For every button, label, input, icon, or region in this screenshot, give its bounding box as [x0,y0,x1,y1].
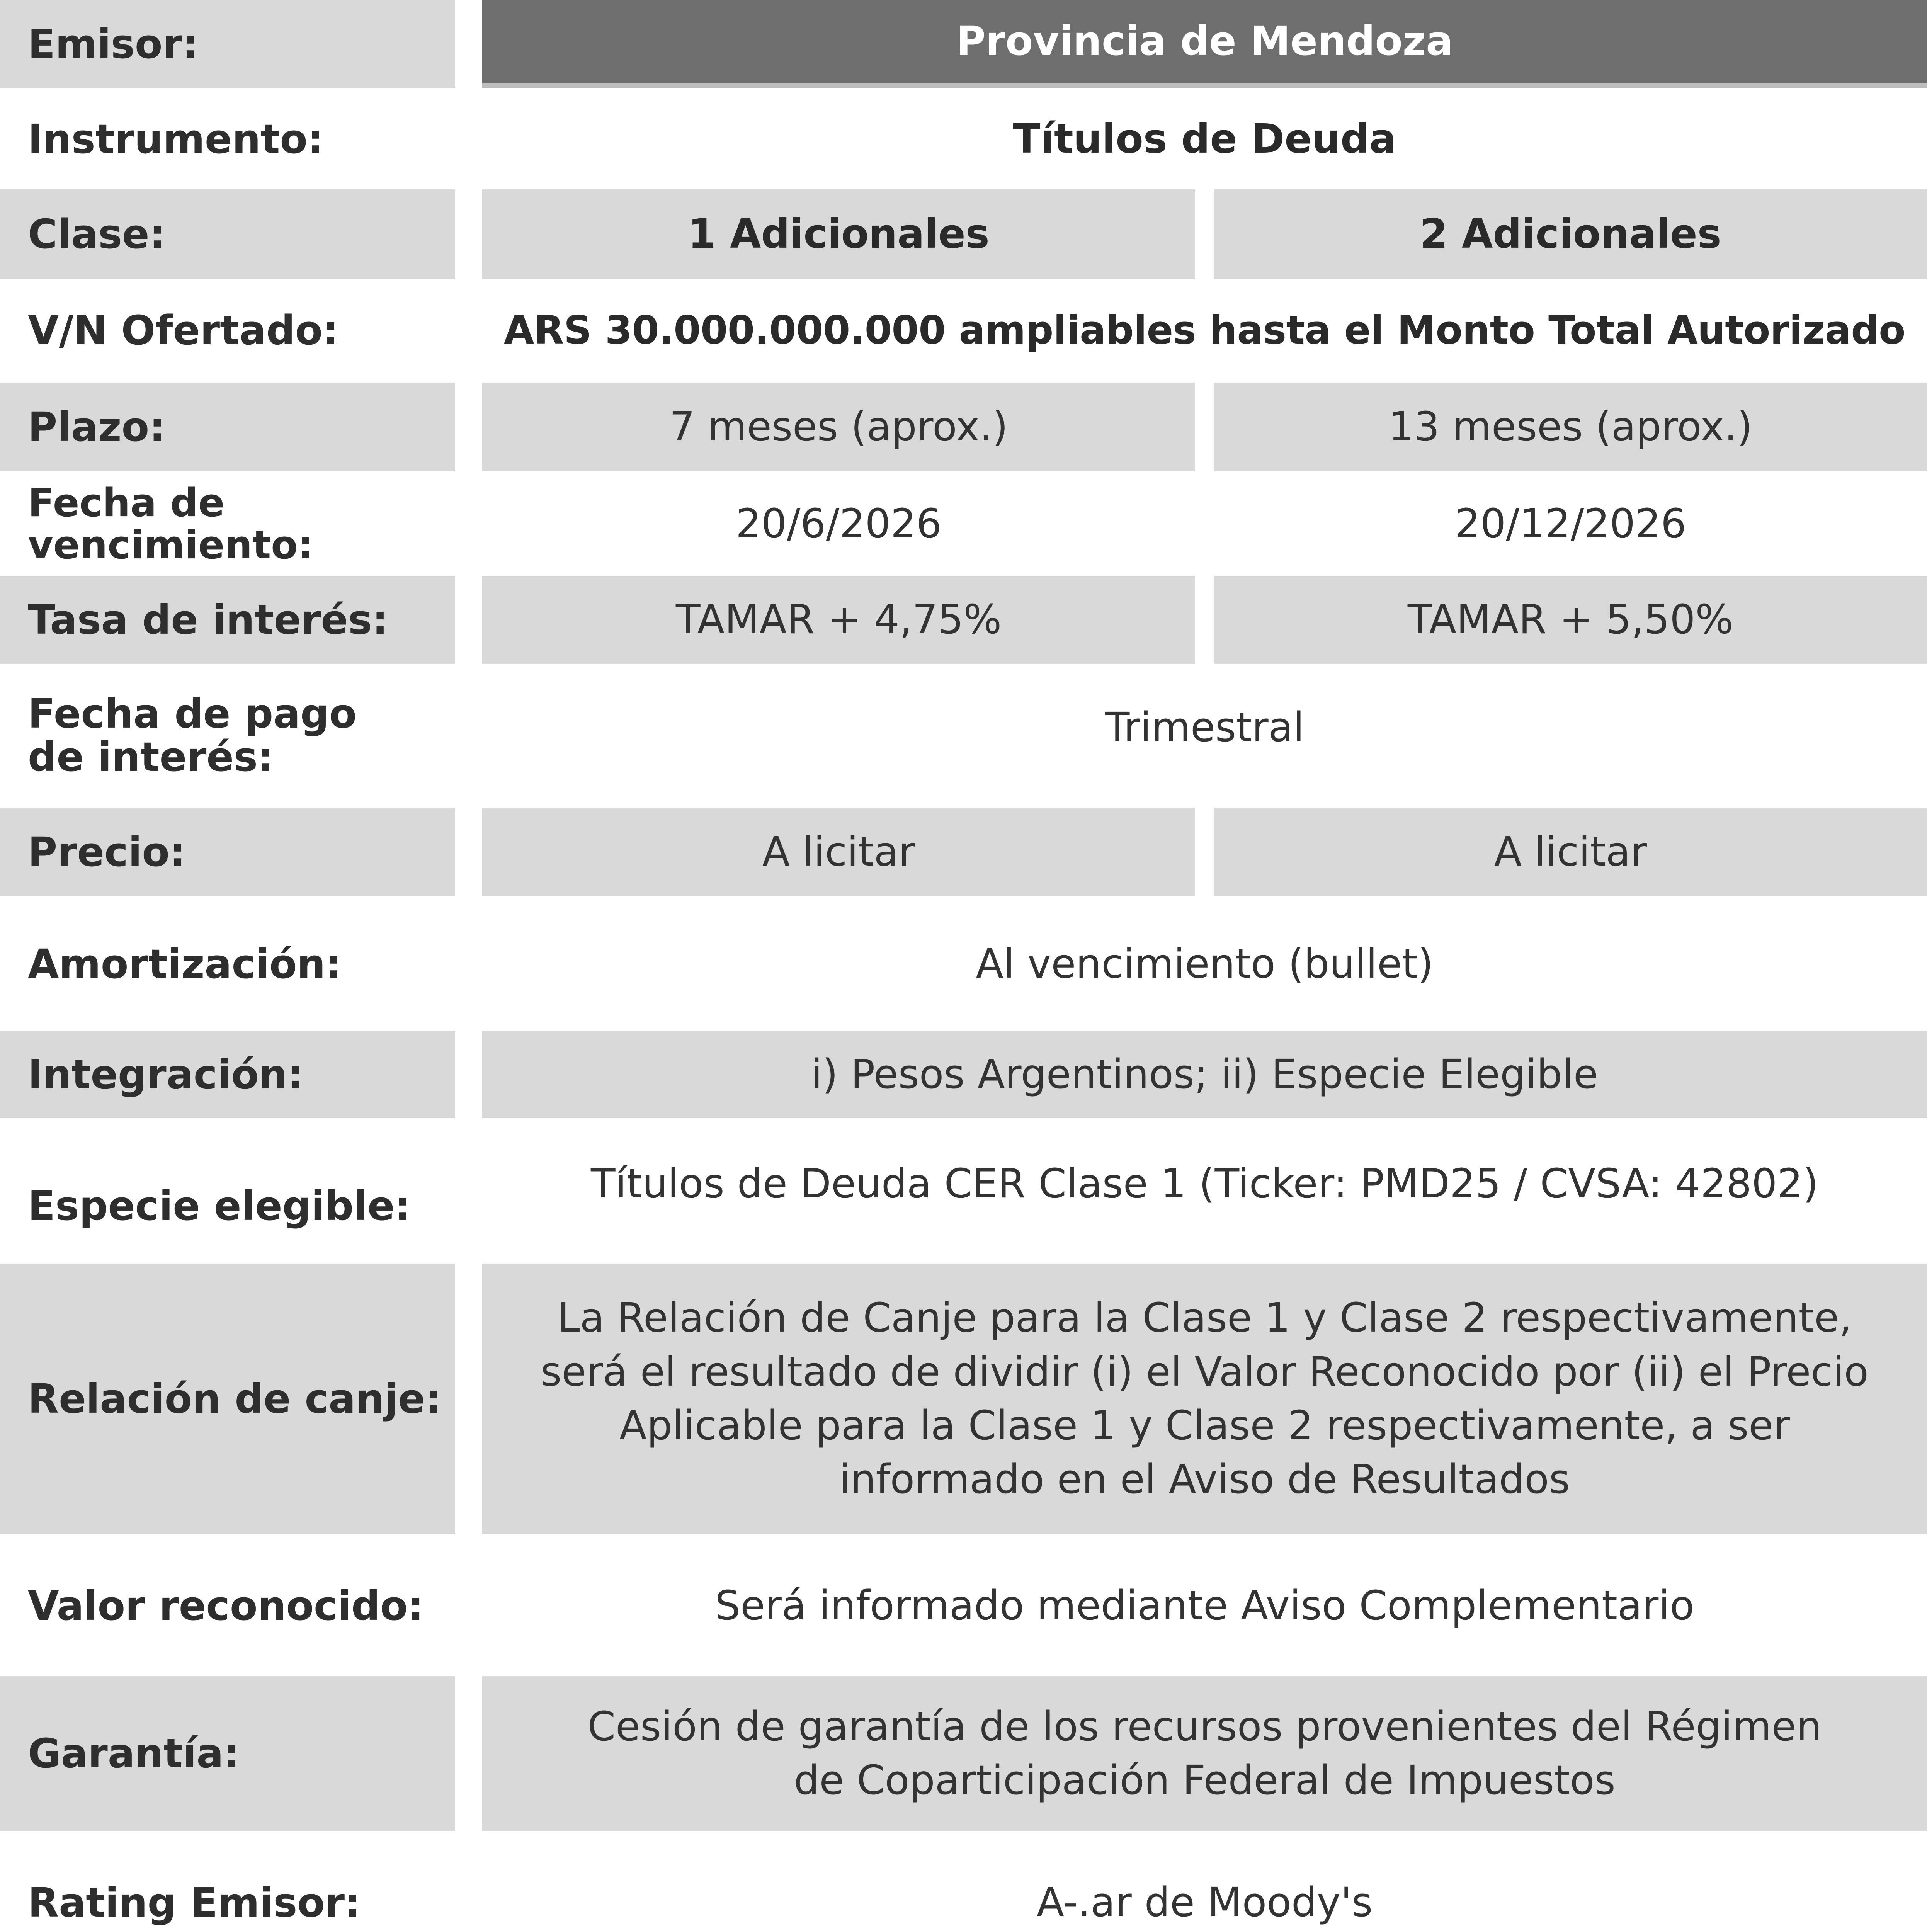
label-amortizacion: Amortización: [28,940,342,988]
value-clase-1: 1 Adicionales [482,189,1195,279]
value-plazo-1: 7 meses (aprox.) [482,383,1195,471]
value-especie-elegible: Títulos de Deuda CER Clase 1 (Ticker: PMD25 / CVSA: 42802) [590,1160,1819,1208]
value-clase-2: 2 Adicionales [1214,189,1927,279]
value-emisor: Provincia de Mendoza [482,0,1927,88]
label-valor-reconocido: Valor reconocido: [28,1582,424,1629]
value-tasa-interes-1: TAMAR + 4,75% [482,576,1195,664]
label-relacion-canje: Relación de canje: [0,1264,455,1534]
label-tasa-interes: Tasa de interés: [0,576,455,664]
label-fecha-pago-interes: Fecha de pago de interés: [28,690,357,781]
label-emisor: Emisor: [0,0,455,88]
label-instrumento: Instrumento: [28,115,324,163]
value-integracion: i) Pesos Argentinos; ii) Especie Elegible [482,1031,1927,1118]
value-tasa-interes-2: TAMAR + 5,50% [1214,576,1927,664]
label-rating-emisor: Rating Emisor: [28,1879,361,1926]
value-garantia: Cesión de garantía de los recursos provenientes del Régimen de Coparticipación Federal de Impuestos [482,1676,1927,1831]
label-plazo: Plazo: [0,383,455,471]
value-rating-emisor: A-.ar de Moody's [1036,1879,1373,1926]
value-plazo-2: 13 meses (aprox.) [1214,383,1927,471]
value-precio-1: A licitar [482,808,1195,896]
label-precio: Precio: [0,808,455,896]
label-vn-ofertado: V/N Ofertado: [28,306,339,354]
label-especie-elegible: Especie elegible: [28,1182,411,1230]
value-fecha-vencimiento-1: 20/6/2026 [735,500,942,548]
value-amortizacion: Al vencimiento (bullet) [976,940,1434,988]
label-garantia: Garantía: [0,1676,455,1831]
value-relacion-canje: La Relación de Canje para la Clase 1 y Clase 2 respectivamente, será el resultado de dividir (i) el Valor Reconocido por (ii) el Precio Aplicable para la Clase 1 y Clase 2 respectivamente, a ser informado en el Aviso de Resultados [482,1264,1927,1534]
value-vn-ofertado: ARS 30.000.000.000 ampliables hasta el Monto Total Autorizado [503,307,1905,353]
value-fecha-pago-interes: Trimestral [1105,704,1305,751]
value-fecha-vencimiento-2: 20/12/2026 [1454,500,1687,548]
label-fecha-vencimiento: Fecha de vencimiento: [28,480,314,568]
value-valor-reconocido: Será informado mediante Aviso Complementario [715,1582,1694,1629]
value-precio-2: A licitar [1214,808,1927,896]
label-integracion: Integración: [0,1031,455,1118]
value-instrumento: Títulos de Deuda [1013,115,1396,163]
label-clase: Clase: [0,189,455,279]
